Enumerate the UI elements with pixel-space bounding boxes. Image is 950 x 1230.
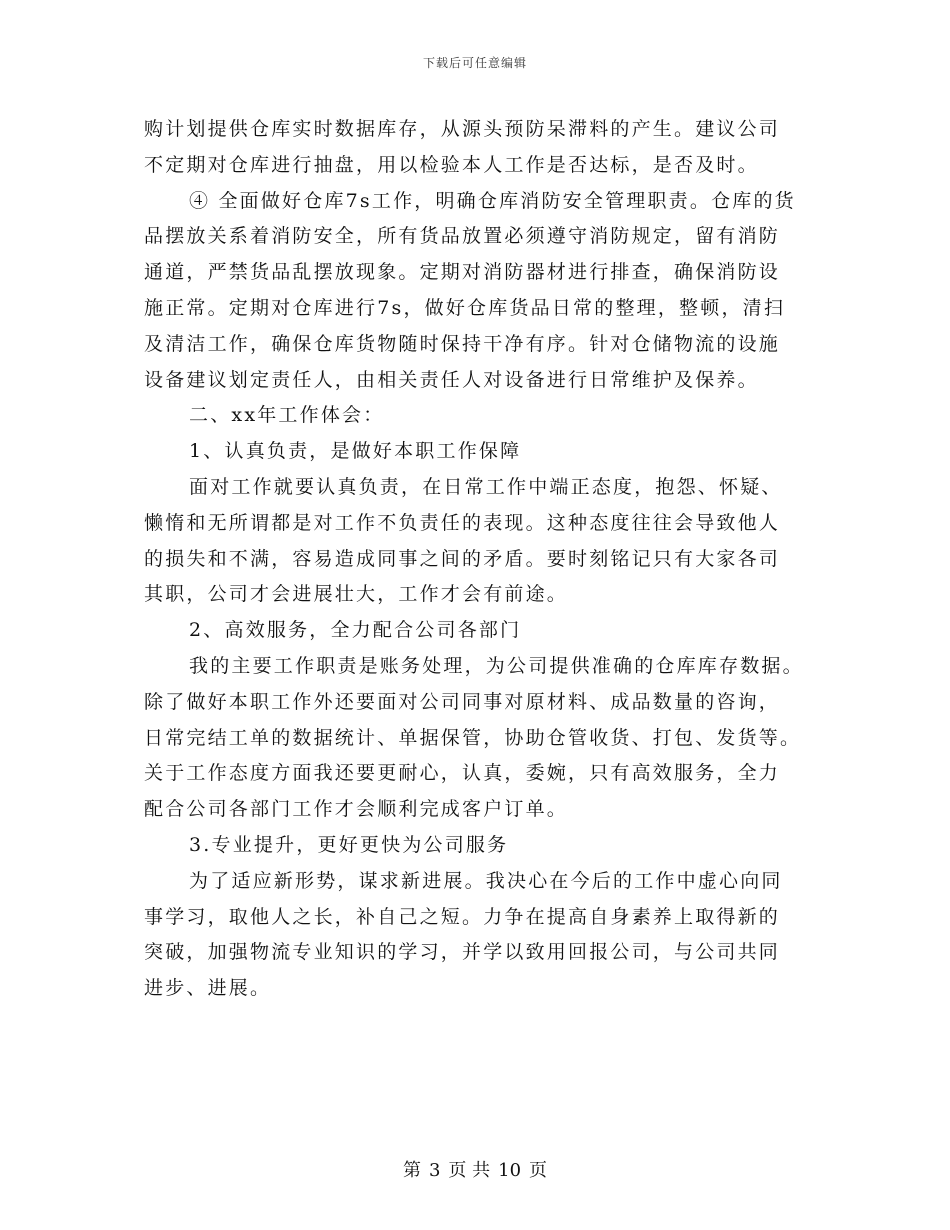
document-body xyxy=(144,112,812,1007)
text-line: 事学习，取他人之长，补自己之短。力争在提高自身素养上取得新的 xyxy=(144,905,781,928)
text-line: 设备建议划定责任人，由相关责任人对设备进行日常维护及保养。 xyxy=(144,368,759,391)
page-footer xyxy=(0,1156,950,1182)
text-line: 不定期对仓库进行抽盘，用以检验本人工作是否达标，是否及时。 xyxy=(144,153,759,176)
text-line: 突破，加强物流专业知识的学习，并学以致用回报公司，与公司共同 xyxy=(144,941,781,964)
text-line: 除了做好本职工作外还要面对公司同事对原材料、成品数量的咨询， xyxy=(144,690,781,713)
text-line: 关于工作态度方面我还要更耐心，认真，委婉，只有高效服务，全力 xyxy=(144,762,781,785)
text-line: 品摆放关系着消防安全，所有货品放置必须遵守消防规定，留有消防 xyxy=(144,225,781,248)
text-line: 1、认真负责，是做好本职工作保障 xyxy=(189,440,522,463)
page-header: 下载后可任意编辑 xyxy=(422,56,527,70)
current-page-number: 3 xyxy=(428,1160,441,1181)
text-line: 为了适应新形势，谋求新进展。我决心在今后的工作中虚心向同 xyxy=(189,869,783,892)
text-line: 配合公司各部门工作才会顺利完成客户订单。 xyxy=(144,798,569,821)
text-line: ④ 全面做好仓库7s工作，明确仓库消防安全管理职责。仓库的货 xyxy=(189,189,796,212)
text-line: 其职，公司才会进展壮大，工作才会有前途。 xyxy=(144,583,569,606)
text-line: 日常完结工单的数据统计、单据保管，协助仓管收货、打包、发货等。 xyxy=(144,726,802,749)
text-line: 懒惰和无所谓都是对工作不负责任的表现。这种态度往往会导致他人 xyxy=(144,511,781,534)
total-pages-number: 10 xyxy=(498,1160,522,1181)
text-line: 及清洁工作，确保仓库货物随时保持干净有序。针对仓储物流的设施 xyxy=(144,332,781,355)
text-line: 2、高效服务，全力配合公司各部门 xyxy=(189,619,522,642)
text-line: 购计划提供仓库实时数据库存，从源头预防呆滞料的产生。建议公司 xyxy=(144,118,781,140)
footer-prefix: 第 xyxy=(402,1160,421,1181)
text-line: 二、xx年工作体会： xyxy=(189,404,385,427)
text-line: 通道，严禁货品乱摆放现象。定期对消防器材进行排查，确保消防设 xyxy=(144,261,781,284)
text-line: 进步、进展。 xyxy=(144,977,272,1000)
text-line: 施正常。定期对仓库进行7s，做好仓库货品日常的整理，整顿，清扫 xyxy=(144,296,786,319)
text-line: 3.专业提升，更好更快为公司服务 xyxy=(189,833,509,856)
text-line: 的损失和不满，容易造成同事之间的矛盾。要时刻铭记只有大家各司 xyxy=(144,547,781,570)
text-line: 面对工作就要认真负责，在日常工作中端正态度，抱怨、怀疑、 xyxy=(189,475,783,498)
text-line: 我的主要工作职责是账务处理，为公司提供准确的仓库库存数据。 xyxy=(189,654,804,677)
footer-middle: 页 共 xyxy=(448,1160,491,1181)
footer-suffix: 页 xyxy=(529,1160,548,1181)
